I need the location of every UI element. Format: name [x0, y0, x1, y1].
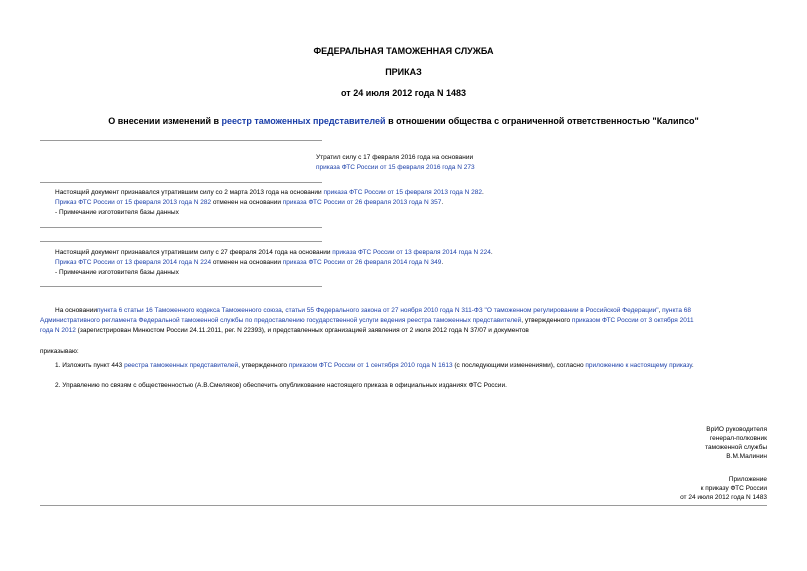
order-item-2: 2. Управлению по связям с общественностью (А.В.Смеляков) обеспечить опубликование настоящего приказа в официальных изданиях ФТС России.: [55, 382, 507, 389]
lost-force-note: [316, 153, 475, 173]
order-link[interactable]: Приказ ФТС России от 13 февраля 2014 года N 224: [55, 259, 212, 266]
subject-registry-link[interactable]: реестр таможенных представителей: [221, 116, 386, 126]
subject-pre: О внесении изменений в: [108, 116, 222, 126]
appendix-link[interactable]: приложению к настоящему приказу: [585, 362, 692, 369]
db-note-1: [55, 188, 484, 218]
order-link[interactable]: приказом ФТС России от 1 сентября 2010 года N 1613: [288, 362, 453, 369]
db-note-line: Настоящий документ признавался утратившим силу со 2 марта 2013 года на основании приказа ФТС России от 15 февраля 2013 года N 282.: [55, 189, 484, 196]
separator-rule: [40, 227, 322, 228]
law-link[interactable]: года N 2012: [40, 327, 76, 334]
signature-line: генерал-полковник: [709, 435, 767, 442]
law-link[interactable]: приказом ФТС России от 3 октября 2011: [571, 317, 694, 324]
separator-rule: [40, 182, 322, 183]
doc-subject: [0, 116, 807, 126]
order-link[interactable]: приказа ФТС России от 26 февраля 2014 года N 349: [282, 259, 442, 266]
signer-name: В.М.Малинин: [726, 453, 767, 460]
separator-rule: [40, 140, 322, 141]
order-link[interactable]: приказа ФТС России от 15 февраля 2013 года N 282: [323, 189, 483, 196]
law-link[interactable]: пункта 6 статьи 16 Таможенного кодекса Таможенного союза: [97, 307, 282, 314]
signature-block: [705, 425, 767, 461]
basis-line: На основаниипункта 6 статьи 16 Таможенного кодекса Таможенного союза, статьи 55 Федерального закона от 27 ноября 2010 года N 311-ФЗ "О таможенном регулировании в Российской Федерации", пункта 68: [55, 307, 691, 314]
order-item-1: 1. Изложить пункт 443 реестра таможенных представителей, утвержденного приказом ФТС России от 1 сентября 2010 года N 1613 (с последующими изменениями), согласно приложению к настоящему приказу.: [55, 362, 694, 369]
doc-date-number: от 24 июля 2012 года N 1483: [341, 88, 466, 98]
agency-title: ФЕДЕРАЛЬНАЯ ТАМОЖЕННАЯ СЛУЖБА: [313, 46, 494, 56]
law-link[interactable]: статьи 55 Федерального закона от 27 ноября 2010 года N 311-ФЗ "О таможенном регулировании в Российской Федерации": [285, 307, 659, 314]
appendix-heading: [680, 475, 767, 502]
db-note-line: - Примечание изготовителя базы данных: [55, 269, 179, 276]
signature-line: таможенной службы: [705, 444, 767, 451]
order-link[interactable]: Приказ ФТС России от 15 февраля 2013 года N 282: [55, 199, 212, 206]
db-note-2: [55, 248, 493, 278]
order-link[interactable]: приказа ФТС России от 13 февраля 2014 года N 224: [332, 249, 491, 256]
subject-post: в отношении общества с ограниченной ответственностью "Калипсо": [385, 116, 699, 126]
appendix-line: Приложение: [728, 476, 767, 483]
separator-rule: [40, 286, 322, 287]
order-link[interactable]: приказа ФТС России от 26 февраля 2013 года N 357: [282, 199, 442, 206]
db-note-line: - Примечание изготовителя базы данных: [55, 209, 179, 216]
db-note-line: Приказ ФТС России от 13 февраля 2014 года N 224 отменен на основании приказа ФТС России от 26 февраля 2014 года N 349.: [55, 259, 444, 266]
order-word: приказываю:: [40, 348, 79, 355]
law-link[interactable]: Административного регламента Федеральной таможенной службы по предоставлению государственной услуги ведения реестра таможенных представителей: [40, 317, 522, 324]
signature-line: ВрИО руководителя: [706, 426, 767, 433]
basis-line: Административного регламента Федеральной таможенной службы по предоставлению государственной услуги ведения реестра таможенных представителей, утвержденного приказом ФТС России от 3 октября 2011: [40, 317, 694, 324]
separator-rule: [40, 241, 322, 242]
db-note-line: Приказ ФТС России от 15 февраля 2013 года N 282 отменен на основании приказа ФТС России от 26 февраля 2013 года N 357.: [55, 199, 444, 206]
law-link[interactable]: пункта 68: [662, 307, 691, 314]
appendix-line: от 24 июля 2012 года N 1483: [680, 494, 767, 501]
lost-force-order-link[interactable]: приказа ФТС России от 15 февраля 2016 года N 273: [316, 164, 475, 171]
bottom-rule: [40, 505, 767, 506]
db-note-line: Настоящий документ признавался утратившим силу с 27 февраля 2014 года на основании приказа ФТС России от 13 февраля 2014 года N 224.: [55, 249, 493, 256]
lost-force-line: Утратил силу с 17 февраля 2016 года на основании: [316, 154, 474, 161]
doc-type-title: ПРИКАЗ: [385, 67, 422, 77]
appendix-line: к приказу ФТС России: [700, 485, 767, 492]
registry-link[interactable]: реестра таможенных представителей: [124, 362, 239, 369]
basis-line: года N 2012 (зарегистрирован Минюстом России 24.11.2011, рег. N 22393), и представленных организацией заявления от 2 июля 2012 года N 37/07 и документов: [40, 327, 529, 334]
basis-paragraph: [40, 306, 694, 336]
